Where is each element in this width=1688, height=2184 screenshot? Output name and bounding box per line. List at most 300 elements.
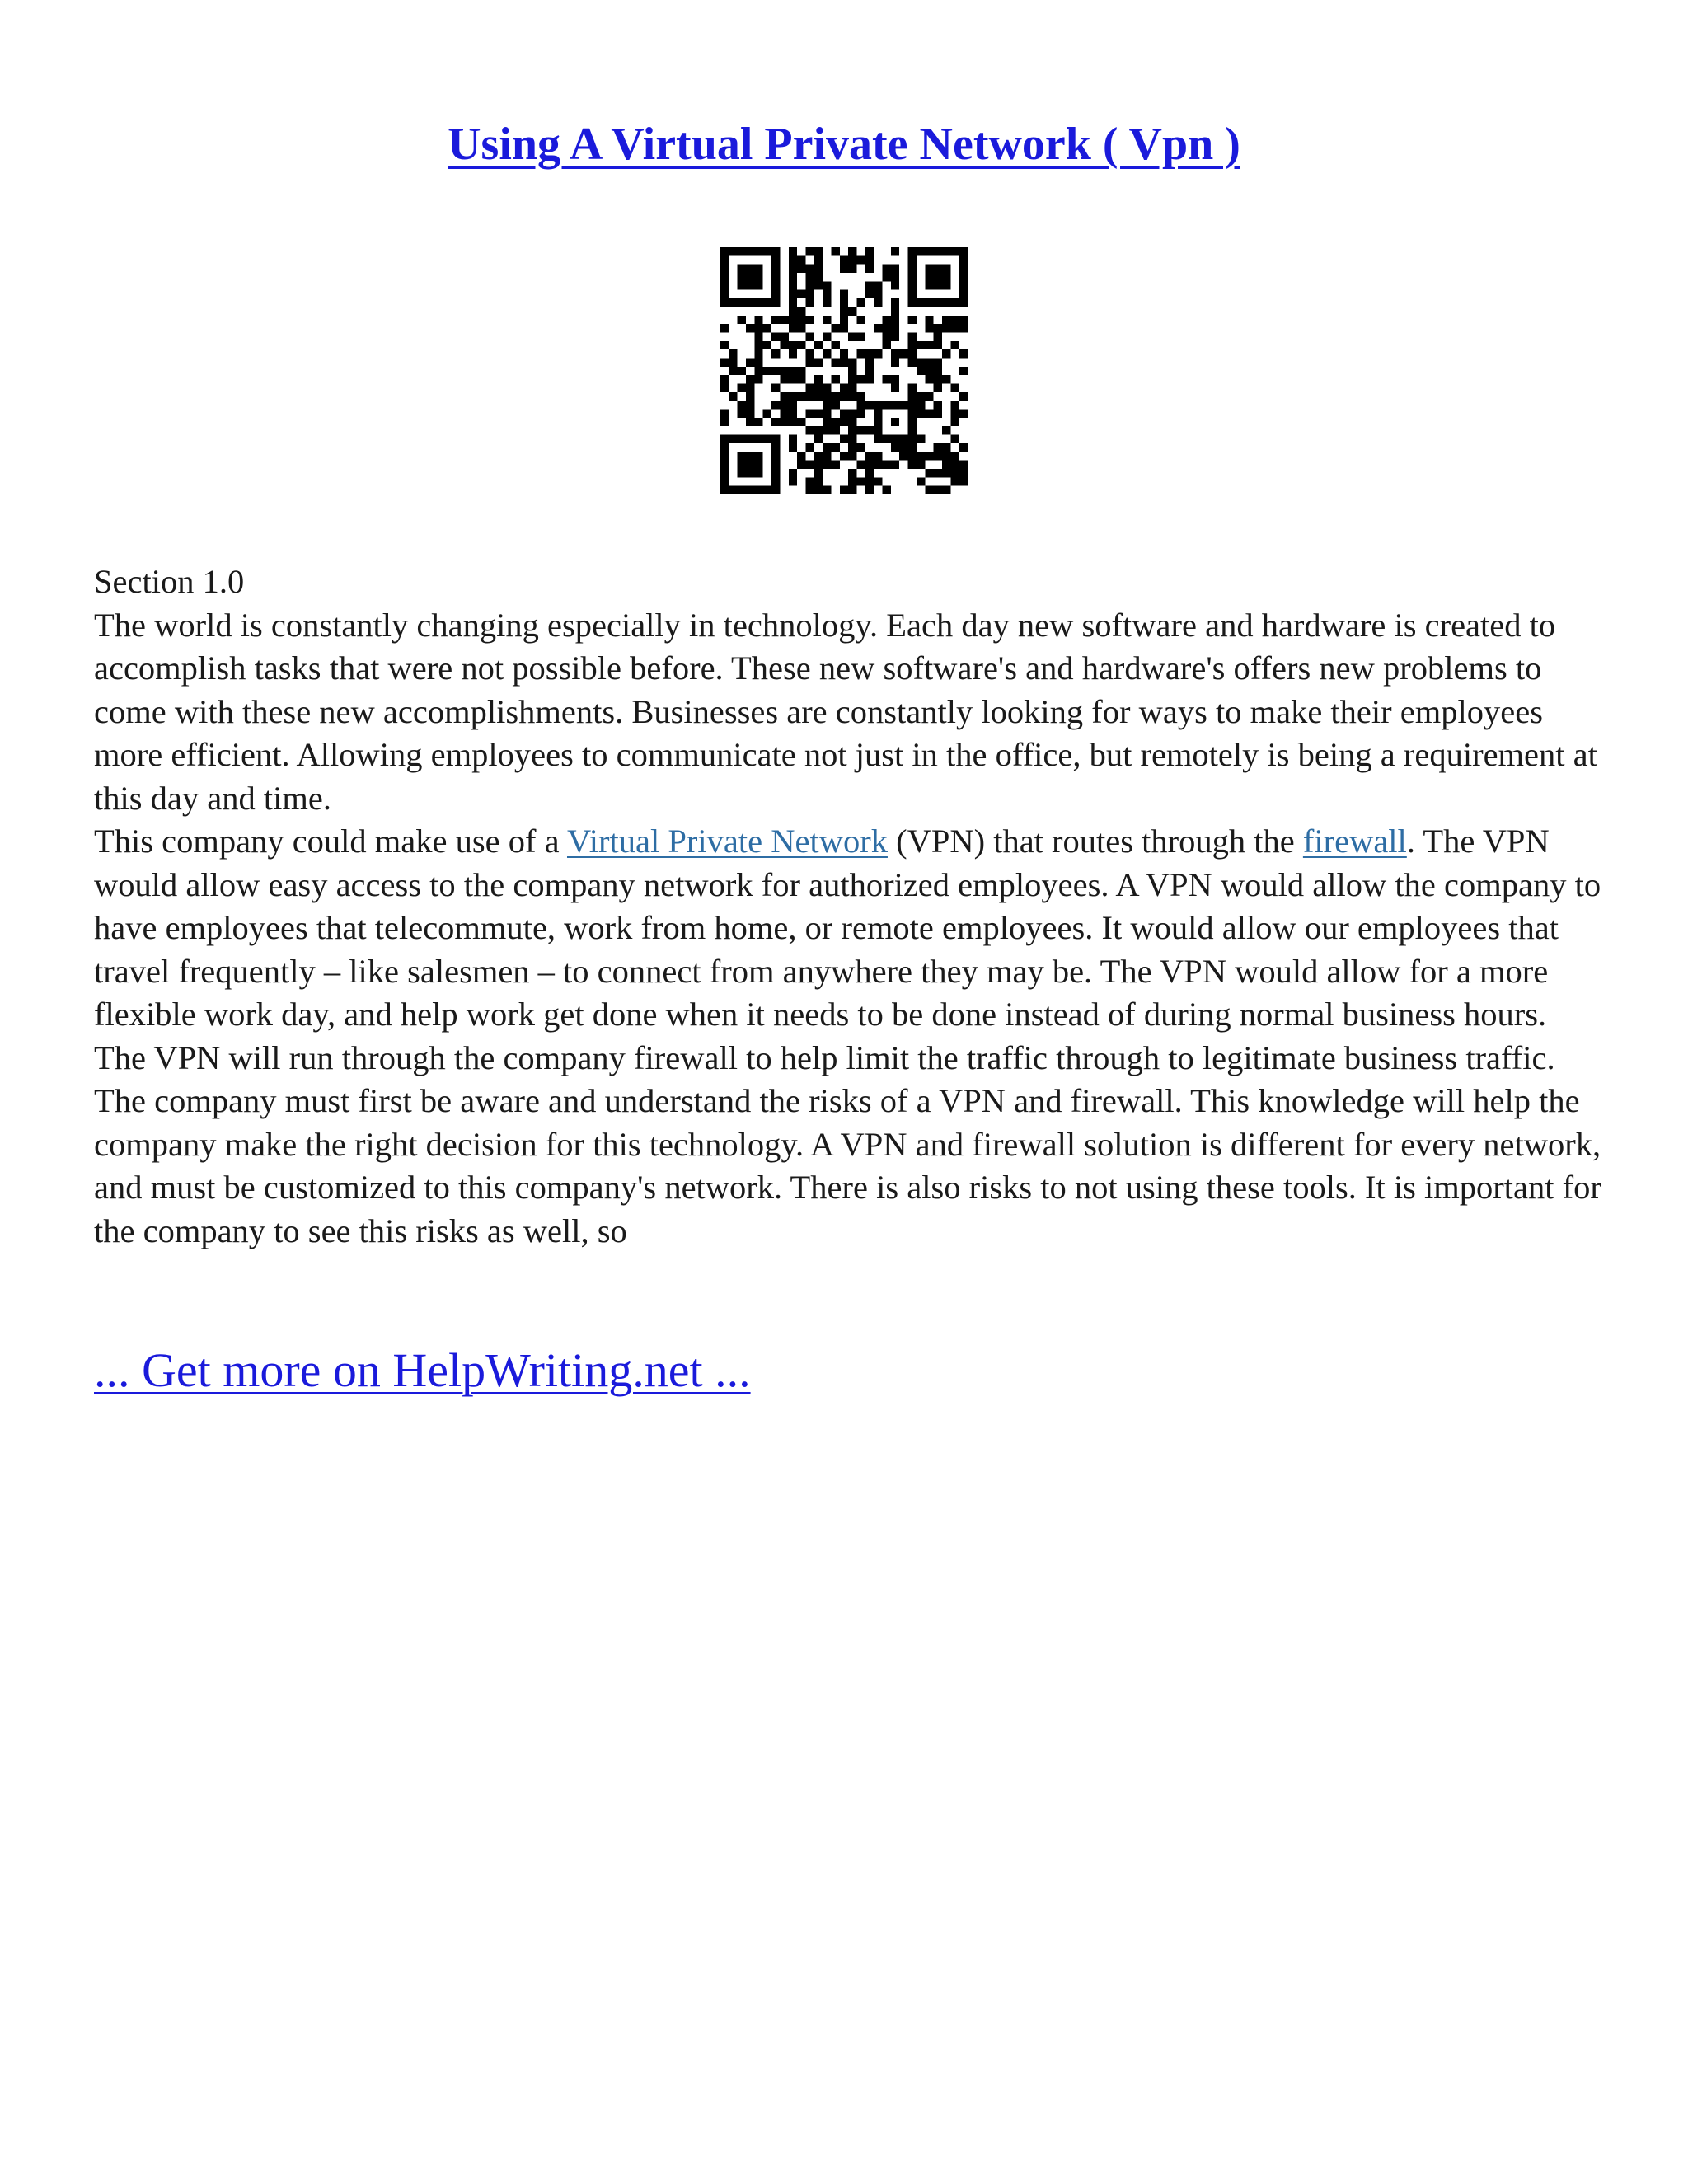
qr-module [771,367,780,375]
qr-module [831,418,839,426]
qr-module [908,435,917,443]
qr-module [908,401,917,409]
qr-module [720,265,729,273]
paragraph-2-text-b: (VPN) that routes through the [887,823,1303,860]
qr-module [789,410,797,418]
qr-module [908,418,917,426]
qr-module [848,255,856,264]
qr-module [738,247,746,255]
qr-module [729,247,737,255]
qr-module [857,401,865,409]
qr-module [934,324,942,332]
qr-module [805,477,814,485]
qr-module [959,410,968,418]
qr-module [865,255,874,264]
qr-module [908,265,917,273]
qr-module [840,486,848,494]
qr-module [908,349,917,358]
qr-module [771,290,780,298]
qr-module [917,452,925,460]
qr-module [754,418,762,426]
qr-module [729,298,737,307]
qr-module [789,273,797,281]
qr-module [746,392,754,401]
qr-module [899,401,907,409]
qr-module [746,298,754,307]
qr-module [908,281,917,289]
qr-module [840,384,848,392]
qr-module [848,367,856,375]
qr-module [959,469,968,477]
qr-module [720,358,729,366]
qr-module [754,435,762,443]
qr-module [789,469,797,477]
qr-module [763,486,771,494]
qr-module [805,247,814,255]
vpn-link[interactable]: Virtual Private Network [566,823,888,860]
qr-module [934,367,942,375]
qr-module [891,358,899,366]
paragraph-1: The world is constantly changing especially in technology. Each day new software and hardware is created to accomplish tasks that were not possible before. These new software's and hardware's offers new problems to come with these new accomplishments. Businesses are constantly looking for ways to make their employees more efficient. Allowing employees to communicate not just in the office, but remotely is being a requirement at this day and time. [94,606,1597,817]
qr-module [805,290,814,298]
qr-module [789,349,797,358]
qr-module [891,332,899,340]
qr-module [789,375,797,383]
qr-module [950,435,959,443]
qr-module [780,316,788,324]
qr-module [959,298,968,307]
qr-module [934,469,942,477]
qr-module [729,392,737,401]
qr-module [789,290,797,298]
qr-module [754,341,762,349]
qr-module [754,265,762,273]
qr-module [925,298,933,307]
qr-module [814,273,823,281]
qr-module [891,247,899,255]
qr-module [746,358,754,366]
qr-module [729,486,737,494]
qr-module [831,392,839,401]
qr-module [950,247,959,255]
qr-module [874,435,882,443]
qr-module [891,418,899,426]
qr-module [942,349,950,358]
qr-module [823,426,831,434]
qr-module [840,452,848,460]
qr-module [899,349,907,358]
qr-module [746,435,754,443]
qr-module [831,341,839,349]
qr-module [814,477,823,485]
title-link[interactable]: Using A Virtual Private Network ( Vpn ) [448,119,1240,170]
qr-module [754,273,762,281]
qr-module [823,349,831,358]
qr-module [789,477,797,485]
qr-module [814,265,823,273]
qr-module [865,349,874,358]
qr-module [942,273,950,281]
qr-module [925,375,933,383]
qr-module [883,265,891,273]
qr-module [814,375,823,383]
qr-module [934,401,942,409]
qr-module [780,341,788,349]
qr-module [729,367,737,375]
qr-module [754,247,762,255]
qr-module [754,469,762,477]
paragraph-2-text-a: This company could make use of a [94,823,567,860]
qr-module [771,443,780,452]
qr-module [959,255,968,264]
qr-module [763,367,771,375]
qr-module [746,486,754,494]
qr-module [959,349,968,358]
qr-module [797,265,805,273]
qr-module [942,281,950,289]
qr-module [950,384,959,392]
qr-module [771,298,780,307]
qr-module [805,358,814,366]
qr-module [771,486,780,494]
qr-module [891,435,899,443]
qr-module [823,410,831,418]
qr-module [797,367,805,375]
qr-module [789,418,797,426]
qr-module [823,461,831,469]
qr-module [789,247,797,255]
qr-module [738,469,746,477]
qr-module [925,324,933,332]
qr-module [848,443,856,452]
qr-module [763,435,771,443]
qr-module [789,341,797,349]
qr-module [891,324,899,332]
qr-module [814,486,823,494]
qr-module [950,469,959,477]
qr-module [771,265,780,273]
qr-module [823,486,831,494]
qr-module [789,401,797,409]
qr-module [848,426,856,434]
qr-module [925,469,933,477]
qr-module [823,332,831,340]
qr-module [823,290,831,298]
qr-module [805,426,814,434]
qr-module [797,375,805,383]
qr-module [729,358,737,366]
qr-module [857,443,865,452]
qr-module [959,273,968,281]
qr-module [789,316,797,324]
qr-module [771,332,780,340]
qr-module [805,443,814,452]
qr-module [950,341,959,349]
qr-module [814,461,823,469]
qr-module [720,324,729,332]
qr-module [891,273,899,281]
qr-module [789,324,797,332]
qr-module [771,255,780,264]
qr-module [908,358,917,366]
qr-module [865,486,874,494]
qr-module [797,418,805,426]
qr-module [934,265,942,273]
qr-module [780,375,788,383]
qr-module [789,281,797,289]
qr-module [720,341,729,349]
qr-module [950,452,959,460]
qr-module [840,410,848,418]
qr-module [814,341,823,349]
qr-module [942,426,950,434]
qr-module [857,332,865,340]
qr-module [840,418,848,426]
qr-module [865,469,874,477]
qr-module [934,486,942,494]
qr-module [865,452,874,460]
qr-module [814,452,823,460]
qr-module [805,281,814,289]
qr-module [917,367,925,375]
qr-module [925,273,933,281]
qr-module [883,273,891,281]
qr-module [831,426,839,434]
qr-module [891,375,899,383]
qr-module [738,367,746,375]
qr-module [720,435,729,443]
qr-module [883,341,891,349]
qr-module [891,307,899,315]
qr-module [908,247,917,255]
qr-module [720,418,729,426]
qr-module [857,392,865,401]
qr-module [917,358,925,366]
qr-module [840,265,848,273]
qr-module [874,477,882,485]
qr-module [797,392,805,401]
qr-module [771,461,780,469]
qr-module [738,384,746,392]
qr-module [805,273,814,281]
qr-module [857,255,865,264]
qr-module [942,443,950,452]
qr-module [754,358,762,366]
qr-module [780,332,788,340]
qr-module [738,435,746,443]
qr-module [891,401,899,409]
qr-module [891,384,899,392]
qr-module [771,316,780,324]
qr-module [874,452,882,460]
qr-module [959,247,968,255]
qr-module [942,298,950,307]
qr-module [805,486,814,494]
qr-module [848,265,856,273]
qr-module [917,435,925,443]
qr-module [865,461,874,469]
qr-module [848,358,856,366]
qr-module [720,452,729,460]
qr-module [789,255,797,264]
qr-module [840,316,848,324]
qr-module [840,349,848,358]
qr-module [874,290,882,298]
qr-module [848,435,856,443]
qr-module [754,367,762,375]
qr-module [831,401,839,409]
qr-module [942,469,950,477]
qr-module [891,443,899,452]
qr-module [865,367,874,375]
section-label: Section 1.0 [94,563,245,600]
qr-module [934,375,942,383]
qr-module [771,435,780,443]
qr-module [763,324,771,332]
qr-module [720,298,729,307]
qr-module [738,316,746,324]
qr-module [925,367,933,375]
qr-code-icon [720,247,968,494]
qr-module [805,384,814,392]
qr-module [746,281,754,289]
qr-module [891,461,899,469]
qr-module [823,392,831,401]
qr-module [848,452,856,460]
qr-module [934,298,942,307]
qr-module [738,281,746,289]
qr-module [925,247,933,255]
qr-module [814,255,823,264]
firewall-link[interactable]: firewall [1302,823,1407,860]
qr-module [763,298,771,307]
qr-module [805,316,814,324]
qr-module [908,443,917,452]
qr-module [908,255,917,264]
qr-module [720,281,729,289]
qr-module [814,384,823,392]
qr-module [959,324,968,332]
qr-module [840,435,848,443]
qr-module [857,375,865,383]
qr-module [917,477,925,485]
qr-module [908,392,917,401]
qr-module [917,410,925,418]
qr-module [959,290,968,298]
qr-module [942,461,950,469]
qr-module [857,461,865,469]
qr-module [925,316,933,324]
qr-module [738,452,746,460]
qr-module [754,452,762,460]
qr-module [797,324,805,332]
qr-module [814,392,823,401]
qr-module [805,298,814,307]
qr-module [857,410,865,418]
qr-module [771,281,780,289]
qr-module [720,443,729,452]
qr-module [917,341,925,349]
qr-module [891,265,899,273]
qr-module [865,477,874,485]
qr-module [865,426,874,434]
qr-module [908,452,917,460]
qr-module [780,367,788,375]
qr-module [754,324,762,332]
qr-module [746,452,754,460]
qr-module [814,281,823,289]
page-title [0,111,1688,177]
qr-module [814,410,823,418]
qr-module [874,324,882,332]
get-more-link[interactable]: ... Get more on HelpWriting.net ... [94,1343,751,1397]
qr-module [840,307,848,315]
qr-module [763,341,771,349]
qr-module [925,486,933,494]
qr-module [797,452,805,460]
qr-module [848,410,856,418]
qr-module [805,349,814,358]
qr-module [823,281,831,289]
qr-module [797,316,805,324]
qr-module [823,452,831,460]
qr-module [865,247,874,255]
qr-module [738,273,746,281]
qr-module [857,349,865,358]
qr-module [959,477,968,485]
qr-module [908,461,917,469]
qr-module [805,392,814,401]
qr-module [780,410,788,418]
qr-module [720,469,729,477]
qr-module [925,358,933,366]
qr-module [874,401,882,409]
qr-module [883,324,891,332]
qr-module [720,375,729,383]
qr-module [805,332,814,340]
qr-module [934,273,942,281]
qr-module [874,410,882,418]
qr-module [874,426,882,434]
qr-module [831,461,839,469]
qr-module [917,461,925,469]
qr-module [831,324,839,332]
qr-module [754,486,762,494]
qr-module [874,281,882,289]
qr-module [720,290,729,298]
qr-module [746,265,754,273]
qr-module [823,316,831,324]
qr-module [883,486,891,494]
qr-module [771,477,780,485]
qr-module [942,324,950,332]
qr-module [848,486,856,494]
qr-module [925,341,933,349]
qr-module [823,443,831,452]
qr-module [950,401,959,409]
qr-module [874,298,882,307]
qr-module [840,298,848,307]
qr-module [746,247,754,255]
qr-module [789,443,797,452]
qr-module [814,358,823,366]
qr-module [848,418,856,426]
qr-module [865,401,874,409]
qr-module [959,281,968,289]
paragraph-2 [94,820,1602,1080]
qr-module [891,298,899,307]
qr-module [891,316,899,324]
